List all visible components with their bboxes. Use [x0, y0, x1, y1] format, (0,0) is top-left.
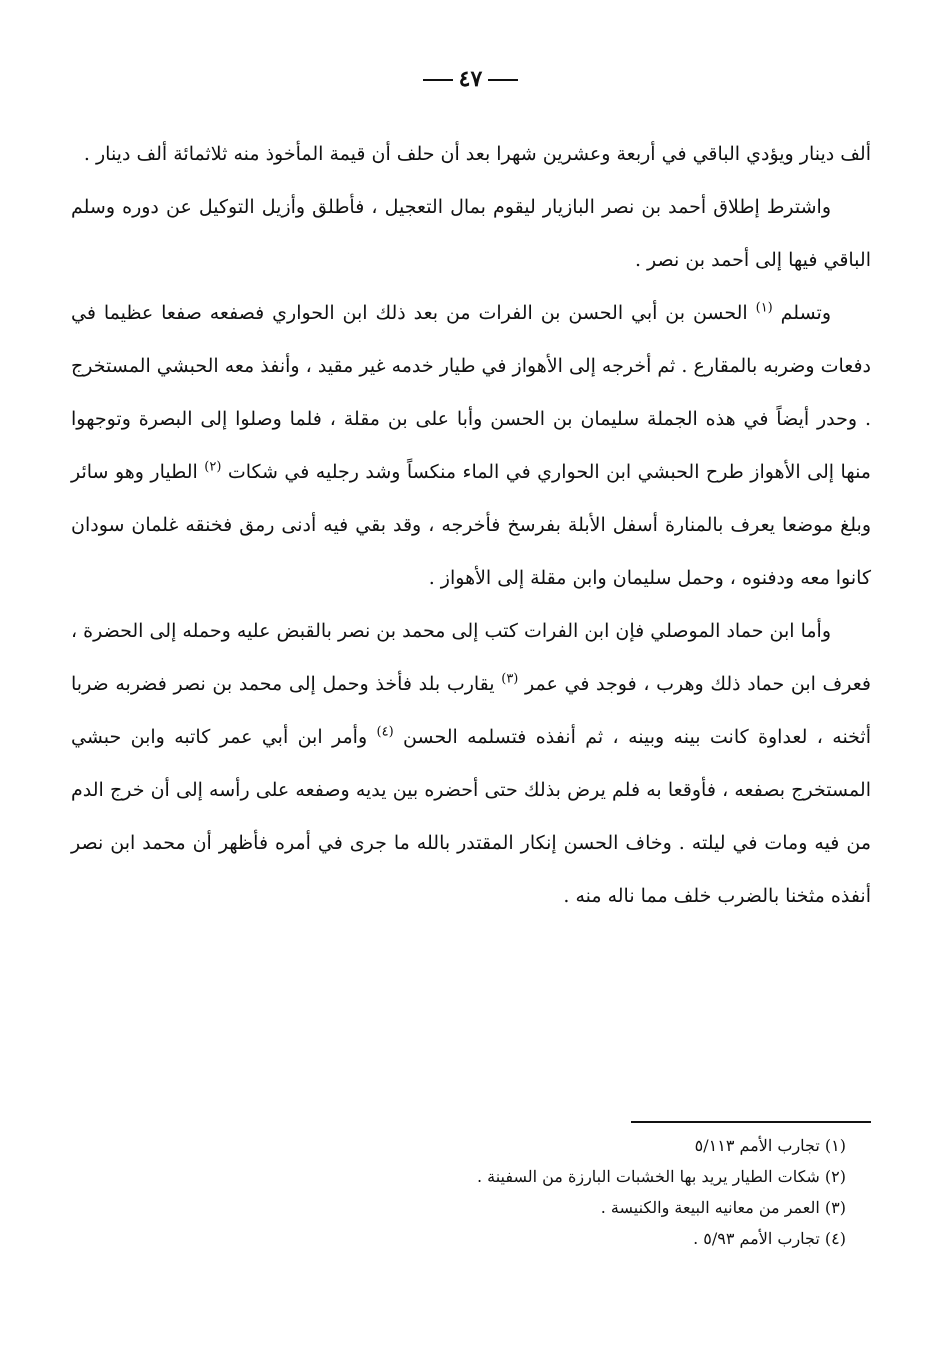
paragraph-4-text-b: يقارب بلد فأخذ وحمل إلى محمد بن نصر فضربه ضربا أثخنه ، لعداوة كانت بينه وبينه ، ثم أنفذه فتسلمه الحسن: [71, 673, 872, 748]
page-number-dash-right: [488, 79, 518, 81]
footnote-separator: [631, 1121, 871, 1123]
paragraph-4: [71, 605, 871, 923]
page-number-text: ٤٧: [458, 66, 483, 92]
footnote-1: (١) تجارب الأمم ٥/١١٣: [694, 1136, 846, 1155]
paragraph-4-text-a: وأما ابن حماد الموصلي فإن ابن الفرات كتب إلى محمد بن نصر بالقبض عليه وحمله إلى الحضرة ، فعرف ابن حماد ذلك وهرب ، فوجد في عمر: [71, 620, 871, 695]
paragraph-2: [71, 181, 871, 287]
paragraph-2-text: واشترط إطلاق أحمد بن نصر البازيار ليقوم بمال التعجيل ، فأطلق وأزيل التوكيل عن دوره وسلم الباقي فيها إلى أحمد بن نصر .: [71, 196, 871, 271]
footnote-2: (٢) شكات الطيار يريد بها الخشبات البارزة من السفينة .: [476, 1167, 846, 1186]
paragraph-3-text-a: وتسلم: [780, 302, 832, 324]
paragraph-3-text-c: الطيار وهو سائر وبلغ موضعا يعرف بالمنارة أسفل الأبلة بفرسخ فأخرجه ، وقد بقي فيه أدنى رمق فخنقه غلمان سودان كانوا معه ودفنوه ، وحمل سليمان وابن مقلة إلى الأهواز .: [71, 461, 871, 589]
paragraph-3-text-b: الحسن بن أبي الحسن بن الفرات من بعد ذلك ابن الحواري فصفعه صفعا عظيما في دفعات وضربه بالمقارع . ثم أخرجه إلى الأهواز في طيار خدمه غير مقيد ، وأنفذ معه الحبشي المستخرج . وحدر أيضاً في هذه الجملة سليمان بن الحسن وأبا على بن مقلة ، فلما وصلوا إلى البصرة وتوجهوا منها إلى الأهواز طرح الحبشي ابن الحواري في الماء منكساً وشد رجليه في شكات: [71, 302, 871, 483]
page-number: [0, 66, 941, 92]
footnote-ref-2: (٢): [204, 459, 222, 475]
footnote-ref-1: (١): [755, 300, 773, 316]
paragraph-4-text-c: وأمر ابن أبي عمر كاتبه وابن حبشي المستخرج بصفعه ، فأوقعا به فلم يرض بذلك حتى أحضره بين يديه وصفعه على رأسه إلى أن خرج الدم من فيه ومات في ليلته . وخاف الحسن إنكار المقتدر بالله ما جرى في أمره فأظهر أن محمد ابن نصر أنفذه مثخنا بالضرب خلف مما ناله منه .: [71, 726, 871, 907]
paragraph-1: [71, 128, 871, 181]
body-text: [71, 128, 871, 923]
footnote-ref-3: (٣): [501, 671, 519, 687]
paragraph-1-text: ألف دينار ويؤدي الباقي في أربعة وعشرين شهرا بعد أن حلف أن قيمة المأخوذ منه ثلاثمائة ألف دينار .: [83, 143, 871, 165]
footnotes: [346, 1130, 846, 1254]
footnote-4: (٤) تجارب الأمم ٥/٩٣ .: [693, 1229, 846, 1248]
paragraph-3: [71, 287, 871, 605]
page-number-dash-left: [423, 79, 453, 81]
footnote-ref-4: (٤): [376, 724, 394, 740]
footnote-3: (٣) العمر من معانيه البيعة والكنيسة .: [600, 1198, 846, 1217]
